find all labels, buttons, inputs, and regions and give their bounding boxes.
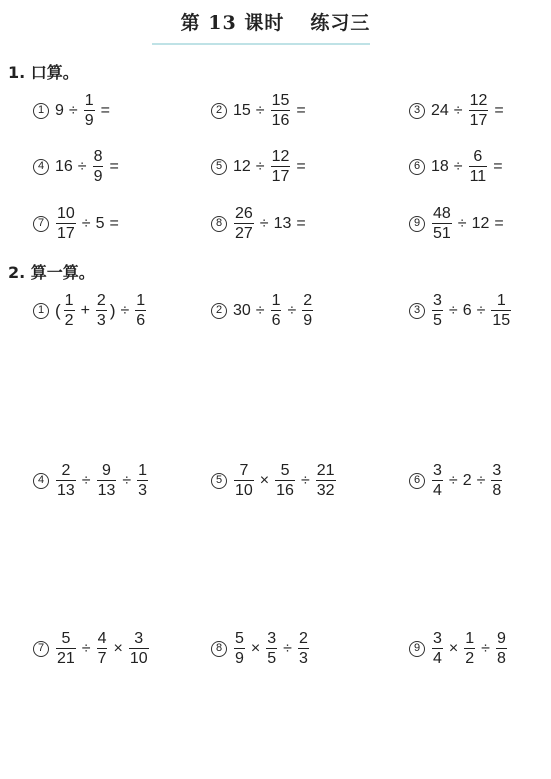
denominator: 17 xyxy=(271,168,290,185)
operator: + xyxy=(80,301,90,319)
number: 12 xyxy=(471,214,490,232)
operator: ÷ xyxy=(300,471,310,489)
numerator: 5 xyxy=(235,630,244,647)
denominator: 32 xyxy=(316,482,335,499)
problem-number: 5 xyxy=(211,159,227,175)
problem-number: 9 xyxy=(409,641,425,657)
numerator: 10 xyxy=(57,205,75,222)
denominator: 2 xyxy=(465,650,475,667)
denominator: 5 xyxy=(433,312,442,329)
problem xyxy=(409,92,508,129)
fraction xyxy=(135,292,146,329)
denominator: 4 xyxy=(433,482,442,499)
problem-number: 6 xyxy=(409,473,425,489)
operator: = xyxy=(494,214,504,232)
denominator: 51 xyxy=(433,225,451,242)
numerator: 2 xyxy=(298,630,308,647)
operator: = xyxy=(100,101,110,119)
numerator: 3 xyxy=(433,292,442,309)
fraction xyxy=(266,630,277,667)
operator: ÷ xyxy=(81,471,91,489)
problem xyxy=(409,292,513,329)
number: 13 xyxy=(273,214,292,232)
fraction xyxy=(84,92,95,129)
fraction xyxy=(316,462,336,499)
fraction xyxy=(56,630,76,667)
operator: ÷ xyxy=(457,214,467,232)
fraction xyxy=(137,462,148,499)
numerator: 5 xyxy=(280,462,290,479)
numerator: 4 xyxy=(97,630,107,647)
numerator: 1 xyxy=(84,92,94,109)
page-title xyxy=(0,8,551,35)
denominator: 4 xyxy=(433,650,442,667)
fraction xyxy=(275,462,295,499)
denominator: 6 xyxy=(271,312,281,329)
operator: ÷ xyxy=(122,471,132,489)
operator: ÷ xyxy=(283,639,292,657)
problem xyxy=(33,462,150,499)
numerator: 9 xyxy=(102,462,111,479)
denominator: 3 xyxy=(96,312,106,329)
fraction xyxy=(432,292,443,329)
problem xyxy=(33,630,151,667)
problem-number: 2 xyxy=(211,303,227,319)
problem-number: 5 xyxy=(211,473,227,489)
operator: = xyxy=(296,101,306,119)
problem xyxy=(211,205,310,242)
denominator: 9 xyxy=(235,650,244,667)
operator: × xyxy=(113,639,123,657)
denominator: 11 xyxy=(469,168,487,185)
fraction xyxy=(432,462,443,499)
title-underline xyxy=(152,43,370,45)
operator: ÷ xyxy=(259,214,269,232)
fraction xyxy=(271,92,291,129)
fraction xyxy=(432,630,443,667)
problem-number: 4 xyxy=(33,159,49,175)
problem-number: 7 xyxy=(33,641,49,657)
operator: ÷ xyxy=(255,101,265,119)
fraction xyxy=(56,462,76,499)
numerator: 3 xyxy=(267,630,277,647)
operator: × xyxy=(448,639,459,657)
fraction xyxy=(469,148,488,185)
problem-number: 1 xyxy=(33,103,49,119)
operator: ÷ xyxy=(255,301,265,319)
numerator: 8 xyxy=(93,148,103,165)
operator: = xyxy=(109,214,119,232)
operator: = xyxy=(493,157,503,175)
operator: = xyxy=(296,214,306,232)
fraction xyxy=(129,630,149,667)
denominator: 21 xyxy=(57,650,75,667)
fraction xyxy=(302,292,313,329)
fraction xyxy=(491,462,502,499)
denominator: 9 xyxy=(303,312,313,329)
operator: ÷ xyxy=(120,301,130,319)
numerator: 6 xyxy=(473,148,483,165)
numerator: 21 xyxy=(316,462,335,479)
numerator: 7 xyxy=(239,462,249,479)
problem-number: 1 xyxy=(33,303,49,319)
numerator: 5 xyxy=(61,630,71,647)
lesson-name: 练习三 xyxy=(310,12,371,34)
operator: = xyxy=(109,157,119,175)
numerator: 1 xyxy=(271,292,281,309)
problem xyxy=(33,148,123,185)
operator: ÷ xyxy=(476,471,486,489)
fraction xyxy=(491,292,511,329)
operator: × xyxy=(250,639,261,657)
operator: ÷ xyxy=(476,301,486,319)
denominator: 3 xyxy=(298,650,308,667)
problem xyxy=(33,92,114,129)
problem-number: 3 xyxy=(409,103,425,119)
numerator: 1 xyxy=(138,462,148,479)
fraction xyxy=(234,630,245,667)
fraction xyxy=(464,630,475,667)
operator: ÷ xyxy=(453,101,463,119)
denominator: 15 xyxy=(492,312,511,329)
problem xyxy=(211,462,338,499)
problem-number: 2 xyxy=(211,103,227,119)
fraction xyxy=(64,292,75,329)
numerator: 15 xyxy=(271,92,290,109)
fraction xyxy=(496,630,507,667)
operator: ÷ xyxy=(81,639,91,657)
numerator: 3 xyxy=(492,462,502,479)
number: 12 xyxy=(233,157,251,175)
problem xyxy=(33,205,123,242)
denominator: 8 xyxy=(496,650,506,667)
problem-number: 8 xyxy=(211,641,227,657)
problem xyxy=(211,148,310,185)
parenthesis: ( xyxy=(55,301,61,320)
number: 9 xyxy=(55,101,64,119)
denominator: 9 xyxy=(93,168,103,185)
operator: ÷ xyxy=(448,471,458,489)
operator: = xyxy=(296,157,306,175)
lesson-number: 第 13 课时 xyxy=(180,12,285,34)
number: 6 xyxy=(462,301,472,319)
denominator: 16 xyxy=(271,112,290,129)
denominator: 10 xyxy=(129,650,148,667)
number: 18 xyxy=(431,157,449,175)
operator: = xyxy=(494,101,504,119)
numerator: 48 xyxy=(433,205,451,222)
operator: ÷ xyxy=(287,301,297,319)
operator: ÷ xyxy=(255,157,265,175)
fraction xyxy=(298,630,309,667)
denominator: 10 xyxy=(235,482,253,499)
fraction xyxy=(234,205,254,242)
denominator: 8 xyxy=(492,482,502,499)
problem xyxy=(211,92,310,129)
problem-number: 6 xyxy=(409,159,425,175)
problem-number: 4 xyxy=(33,473,49,489)
fraction xyxy=(234,462,254,499)
fraction xyxy=(97,462,117,499)
operator: ÷ xyxy=(448,301,458,319)
numerator: 12 xyxy=(271,148,290,165)
numerator: 1 xyxy=(465,630,475,647)
numerator: 1 xyxy=(136,292,146,309)
numerator: 3 xyxy=(433,630,442,647)
denominator: 17 xyxy=(57,225,75,242)
numerator: 3 xyxy=(433,462,442,479)
problem-number: 7 xyxy=(33,216,49,232)
number: 5 xyxy=(95,214,105,232)
problem xyxy=(211,630,311,667)
number: 24 xyxy=(431,101,449,119)
problem xyxy=(409,462,504,499)
problem-number: 3 xyxy=(409,303,425,319)
denominator: 27 xyxy=(235,225,253,242)
fraction xyxy=(93,148,104,185)
section-heading-2: 2. 算一算。 xyxy=(8,263,95,282)
problem-number: 8 xyxy=(211,216,227,232)
number: 16 xyxy=(55,157,73,175)
problem-number: 9 xyxy=(409,216,425,232)
number: 15 xyxy=(233,101,251,119)
numerator: 2 xyxy=(96,292,106,309)
numerator: 9 xyxy=(496,630,506,647)
numerator: 3 xyxy=(134,630,144,647)
fraction xyxy=(56,205,76,242)
fraction xyxy=(469,92,489,129)
operator: ÷ xyxy=(77,157,87,175)
parenthesis: ) xyxy=(109,301,116,320)
section-heading-1: 1. 口算。 xyxy=(8,63,79,82)
operator: ÷ xyxy=(453,157,463,175)
problem xyxy=(211,292,315,329)
fraction xyxy=(271,292,282,329)
operator: × xyxy=(259,471,270,489)
denominator: 5 xyxy=(267,650,277,667)
numerator: 1 xyxy=(64,292,74,309)
number: 30 xyxy=(233,301,251,319)
numerator: 1 xyxy=(496,292,506,309)
denominator: 13 xyxy=(57,482,75,499)
fraction xyxy=(432,205,452,242)
numerator: 2 xyxy=(303,292,313,309)
operator: ÷ xyxy=(68,101,78,119)
problem xyxy=(409,205,508,242)
fraction xyxy=(97,630,108,667)
denominator: 17 xyxy=(469,112,488,129)
numerator: 2 xyxy=(61,462,71,479)
problem xyxy=(409,148,507,185)
denominator: 9 xyxy=(84,112,94,129)
number: 2 xyxy=(462,471,472,489)
fraction xyxy=(96,292,107,329)
denominator: 7 xyxy=(97,650,107,667)
fraction xyxy=(271,148,291,185)
operator: ÷ xyxy=(81,214,91,232)
operator: ÷ xyxy=(481,639,490,657)
denominator: 3 xyxy=(138,482,148,499)
denominator: 6 xyxy=(136,312,146,329)
problem xyxy=(33,292,148,329)
denominator: 16 xyxy=(276,482,294,499)
numerator: 12 xyxy=(469,92,488,109)
denominator: 13 xyxy=(97,482,116,499)
numerator: 26 xyxy=(235,205,253,222)
denominator: 2 xyxy=(64,312,74,329)
problem xyxy=(409,630,509,667)
